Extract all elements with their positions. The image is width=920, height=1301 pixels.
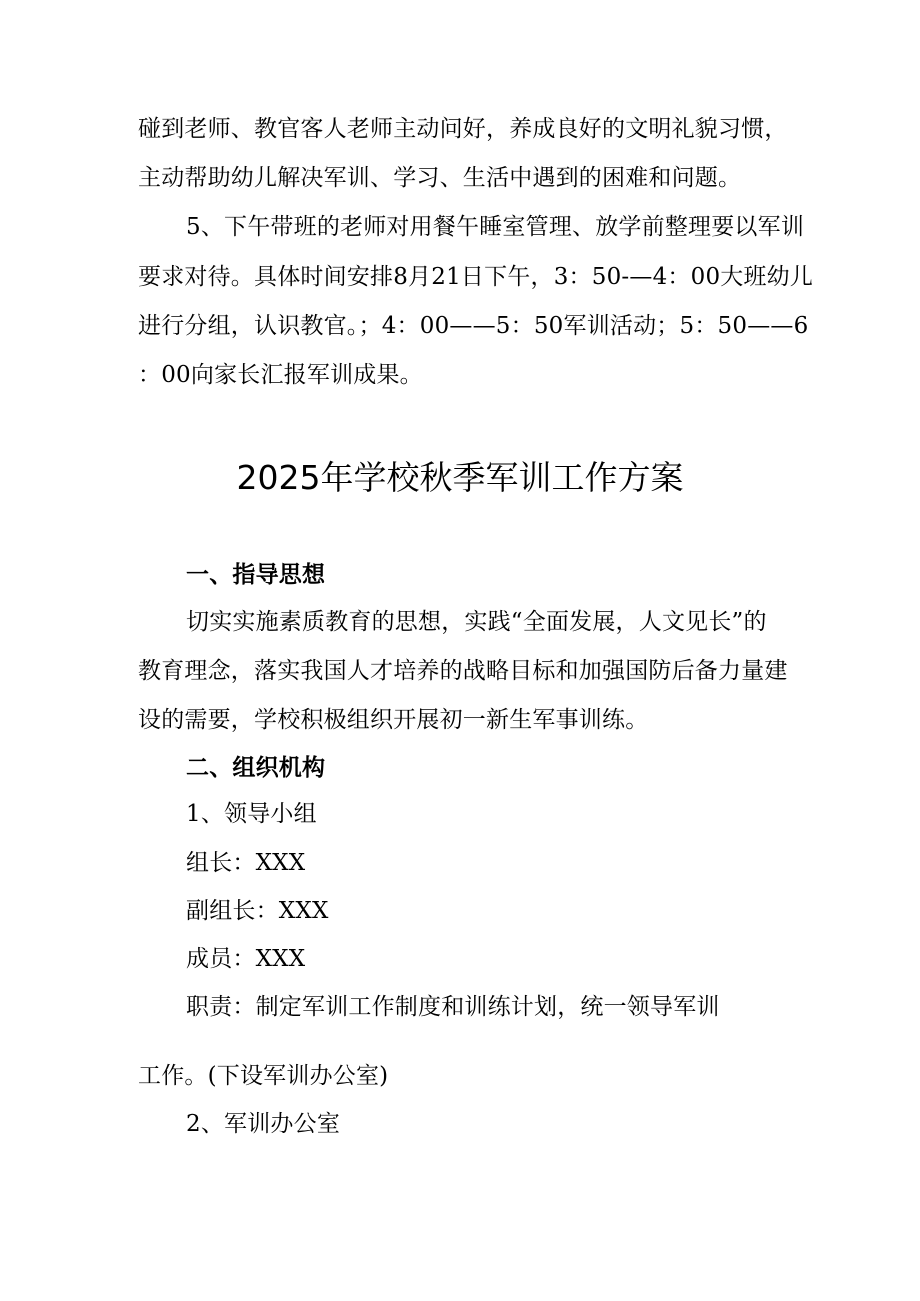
body-text-line: 碰到老师、教官客人老师主动问好，养成良好的文明礼貌习惯， <box>138 116 788 142</box>
members-line: 成员：XXX <box>186 946 306 972</box>
subheading-training-office: 2、军训办公室 <box>186 1111 341 1137</box>
duty-line-continued: 工作。(下设军训办公室) <box>138 1063 389 1089</box>
section-1-text-line: 教育理念，落实我国人才培养的战略目标和加强国防后备力量建 <box>138 658 788 684</box>
item-5-text-line: 进行分组，认识教官。；4：00——5：50军训活动；5：50——6 <box>138 313 809 339</box>
section-1-text-line: 设的需要，学校积极组织开展初一新生军事训练。 <box>138 707 649 733</box>
section-heading-organization: 二、组织机构 <box>186 755 326 781</box>
body-text-line: 主动帮助幼儿解决军训、学习、生活中遇到的困难和问题。 <box>138 165 742 191</box>
item-5-text-line: 5、下午带班的老师对用餐午睡室管理、放学前整理要以军训 <box>186 214 805 240</box>
deputy-leader-line: 副组长：XXX <box>186 898 329 924</box>
section-heading-guiding-ideology: 一、指导思想 <box>186 562 326 588</box>
subheading-leadership-group: 1、领导小组 <box>186 801 317 827</box>
item-5-text-line: 要求对待。具体时间安排8月21日下午，3：50-—4：00大班幼儿 <box>138 264 814 290</box>
section-1-text-line: 切实实施素质教育的思想，实践“全面发展，人文见长”的 <box>186 609 767 635</box>
item-5-text-line: ：00向家长汇报军训成果。 <box>138 362 423 388</box>
duty-line: 职责：制定军训工作制度和训练计划，统一领导军训 <box>186 994 720 1020</box>
document-title: 2025年学校秋季军训工作方案 <box>236 458 684 497</box>
leader-line: 组长：XXX <box>186 850 306 876</box>
